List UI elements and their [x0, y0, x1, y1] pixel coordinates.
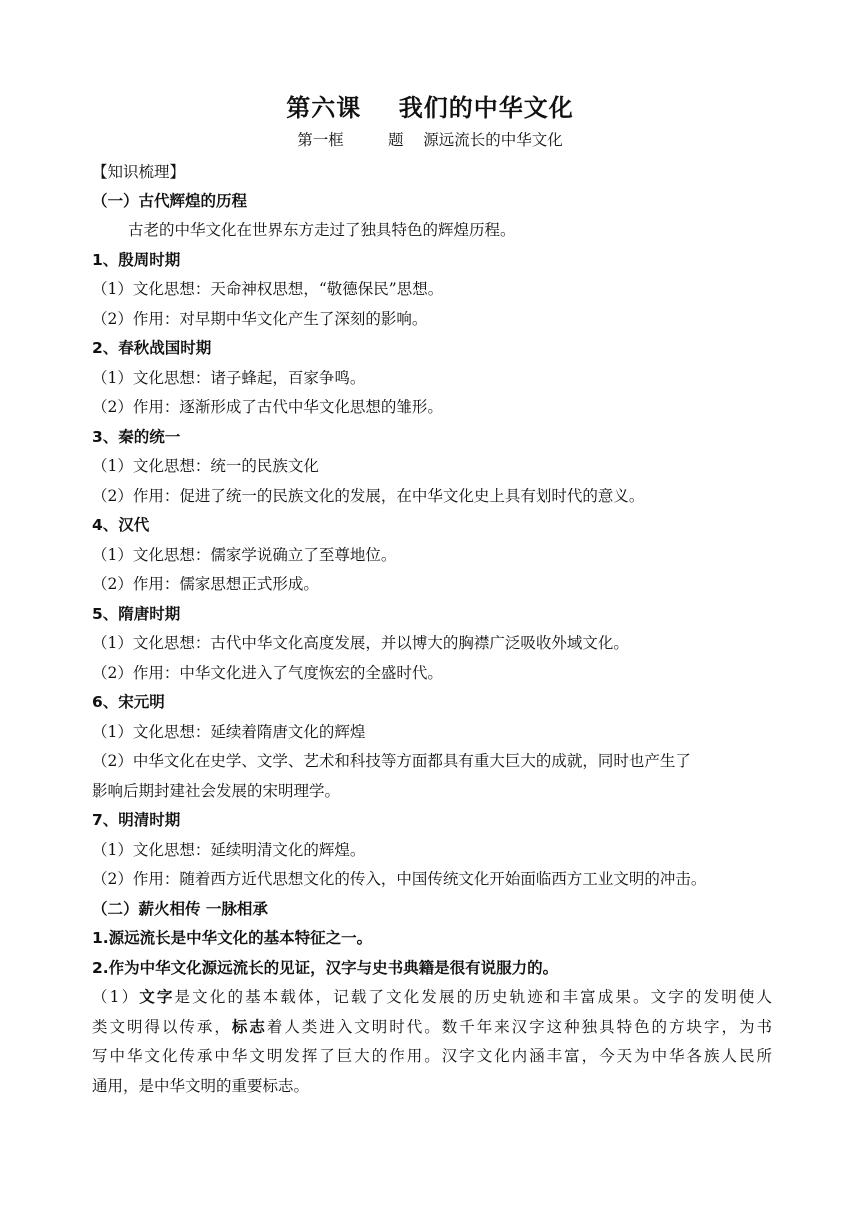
paragraph-text: （1） — [92, 988, 140, 1006]
section-label: 【知识梳理】 — [92, 163, 186, 181]
period-thought: （1）文化思想：诸子蜂起，百家争鸣。 — [92, 369, 366, 387]
period-effect: （2）作用：随着西方近代思想文化的传入，中国传统文化开始面临西方工业文明的冲击。 — [92, 870, 707, 888]
period-effect: （2）作用：对早期中华文化产生了深刻的影响。 — [92, 310, 428, 328]
period-thought: （1）文化思想：天命神权思想，“敬德保民”思想。 — [92, 280, 444, 298]
period-thought: （1）文化思想：延续着隋唐文化的辉煌 — [92, 723, 366, 741]
period-effect: （2）作用：逐渐形成了古代中华文化思想的雏形。 — [92, 398, 443, 416]
page-title: 第六课 我们的中华文化 — [286, 94, 574, 122]
paragraph-line — [92, 983, 772, 1013]
emphasis-text: 文字 — [139, 988, 175, 1006]
period-thought: （1）文化思想：儒家学说确立了至尊地位。 — [92, 546, 397, 564]
emphasis-text: 标志 — [231, 1018, 267, 1036]
paragraph-line — [92, 1013, 772, 1043]
paragraph-text: 类文明得以传承， — [92, 1018, 232, 1036]
paragraph-text: 是文化的基本载体，记载了文化发展的历史轨迹和丰富成果。文字的发明使人 — [174, 988, 772, 1006]
intro-text: 古老的中华文化在世界东方走过了独具特色的辉煌历程。 — [128, 221, 516, 239]
period-heading: 4、汉代 — [92, 516, 150, 534]
period-thought: （1）文化思想：延续明清文化的辉煌。 — [92, 841, 366, 859]
key-point-1: 1.源远流长是中华文化的基本特征之一。 — [92, 929, 373, 947]
period-heading: 2、春秋战国时期 — [92, 339, 212, 357]
period-effect: （2）作用：儒家思想正式形成。 — [92, 575, 319, 593]
part2-heading: （二）薪火相传 一脉相承 — [92, 900, 268, 918]
paragraph-line: 通用，是中华文明的重要标志。 — [92, 1077, 310, 1095]
period-effect: （2）作用：中华文化进入了气度恢宏的全盛时代。 — [92, 664, 443, 682]
part1-heading: （一）古代辉煌的历程 — [92, 192, 248, 210]
period-heading: 1、殷周时期 — [92, 251, 181, 269]
period-heading: 6、宋元明 — [92, 693, 165, 711]
paragraph-line: 写中华文化传承中华文明发挥了巨大的作用。汉字文化内涵丰富，今天为中华各族人民所 — [92, 1047, 772, 1065]
period-heading: 3、秦的统一 — [92, 428, 181, 446]
key-point-2: 2.作为中华文化源远流长的见证，汉字与史书典籍是很有说服力的。 — [92, 959, 559, 977]
paragraph-text: 着人类进入文明时代。数千年来汉字这种独具特色的方块字，为书 — [266, 1018, 772, 1036]
period-thought: （1）文化思想：古代中华文化高度发展，并以博大的胸襟广泛吸收外域文化。 — [92, 634, 629, 652]
period-effect-continued: 影响后期封建社会发展的宋明理学。 — [92, 782, 341, 800]
page-subtitle: 第一框 题 源远流长的中华文化 — [297, 131, 563, 149]
period-heading: 7、明清时期 — [92, 811, 181, 829]
period-effect: （2）中华文化在史学、文学、艺术和科技等方面都具有重大巨大的成就，同时也产生了 — [92, 752, 691, 770]
period-thought: （1）文化思想：统一的民族文化 — [92, 457, 319, 475]
period-effect: （2）作用：促进了统一的民族文化的发展，在中华文化史上具有划时代的意义。 — [92, 487, 645, 505]
period-heading: 5、隋唐时期 — [92, 605, 181, 623]
